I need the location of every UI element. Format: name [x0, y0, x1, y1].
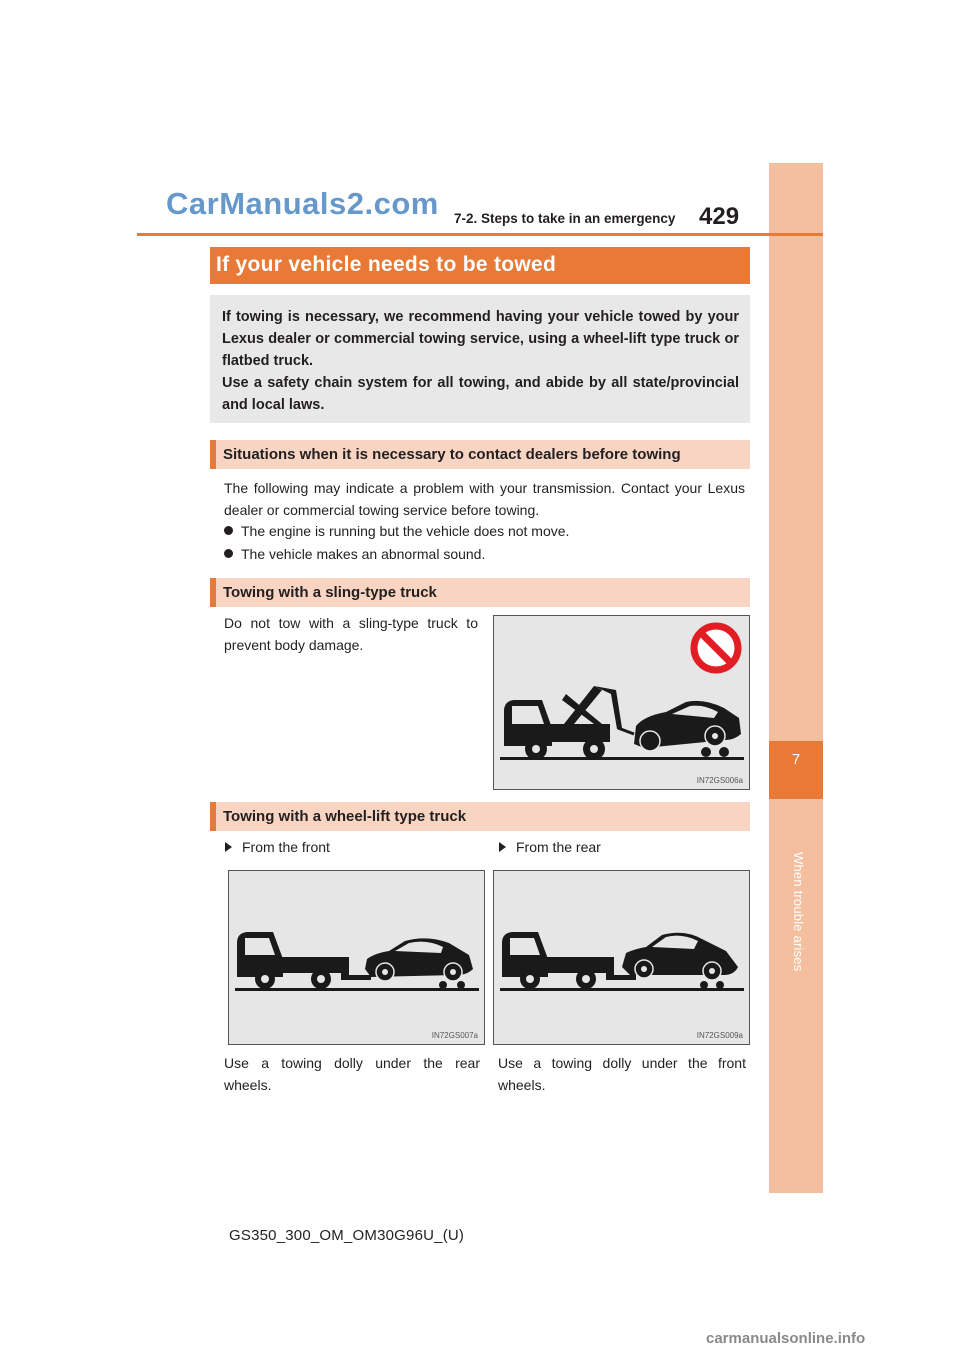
- bullet-item: [224, 546, 485, 562]
- figure-code: IN72GS006a: [696, 776, 743, 785]
- chapter-side-tab: [769, 163, 823, 1193]
- bullet-text: The vehicle makes an abnormal sound.: [241, 546, 486, 562]
- triangle-bullet-icon: [499, 842, 506, 852]
- chapter-number: 7: [791, 751, 801, 768]
- rear-tow-figure: [493, 870, 750, 1045]
- intro-paragraph-1: If towing is necessary, we recommend having your vehicle towed by your Lexus dealer or commercial towing service, using a wheel-lift type truck or flatbed truck.: [222, 309, 739, 369]
- subhead-wheel-lift-marker: [210, 802, 216, 831]
- watermark-logo[interactable]: CarManuals2.com: [166, 186, 439, 221]
- triangle-bullet-icon: [225, 842, 232, 852]
- front-tow-figure: [228, 870, 485, 1045]
- no-symbol-icon: [694, 626, 738, 670]
- header-section-title: 7-2. Steps to take in an emergency: [454, 211, 676, 226]
- subhead-wheel-lift: Towing with a wheel-lift type truck: [223, 808, 467, 825]
- front-tow-caption: Use a towing dolly under the rear wheels.: [224, 1055, 480, 1093]
- subhead-sling: Towing with a sling-type truck: [223, 584, 437, 601]
- sling-truck-figure: [493, 615, 750, 790]
- page-title: If your vehicle needs to be towed: [216, 253, 557, 276]
- bullet-dot-icon: [224, 549, 233, 558]
- chapter-number-box: [769, 741, 823, 799]
- sling-body: Do not tow with a sling-type truck to prevent body damage.: [224, 615, 478, 653]
- header-rule: [137, 233, 823, 236]
- bullet-text: The engine is running but the vehicle does not move.: [241, 523, 570, 539]
- subhead-sling-marker: [210, 578, 216, 607]
- footer-document-code: GS350_300_OM_OM30G96U_(U): [229, 1227, 465, 1244]
- front-tow-label: From the front: [225, 839, 330, 855]
- figure-code: IN72GS009a: [696, 1031, 743, 1040]
- bullet-item: [224, 523, 569, 539]
- footer-watermark[interactable]: carmanualsonline.info: [706, 1330, 866, 1347]
- chapter-label: When trouble arises: [791, 852, 806, 972]
- rear-tow-label: From the rear: [499, 839, 601, 855]
- subhead-contact: Situations when it is necessary to contact dealers before towing: [223, 446, 681, 463]
- rear-tow-caption: Use a towing dolly under the front wheels.: [498, 1055, 746, 1093]
- intro-paragraph-2: Use a safety chain system for all towing, and abide by all state/provincial and local laws.: [222, 375, 739, 413]
- bullet-dot-icon: [224, 526, 233, 535]
- figure-code: IN72GS007a: [431, 1031, 478, 1040]
- subhead-contact-marker: [210, 440, 216, 469]
- page-number: 429: [699, 203, 740, 230]
- contact-body: The following may indicate a problem with your transmission. Contact your Lexus dealer or commercial towing service before towing.: [224, 480, 745, 518]
